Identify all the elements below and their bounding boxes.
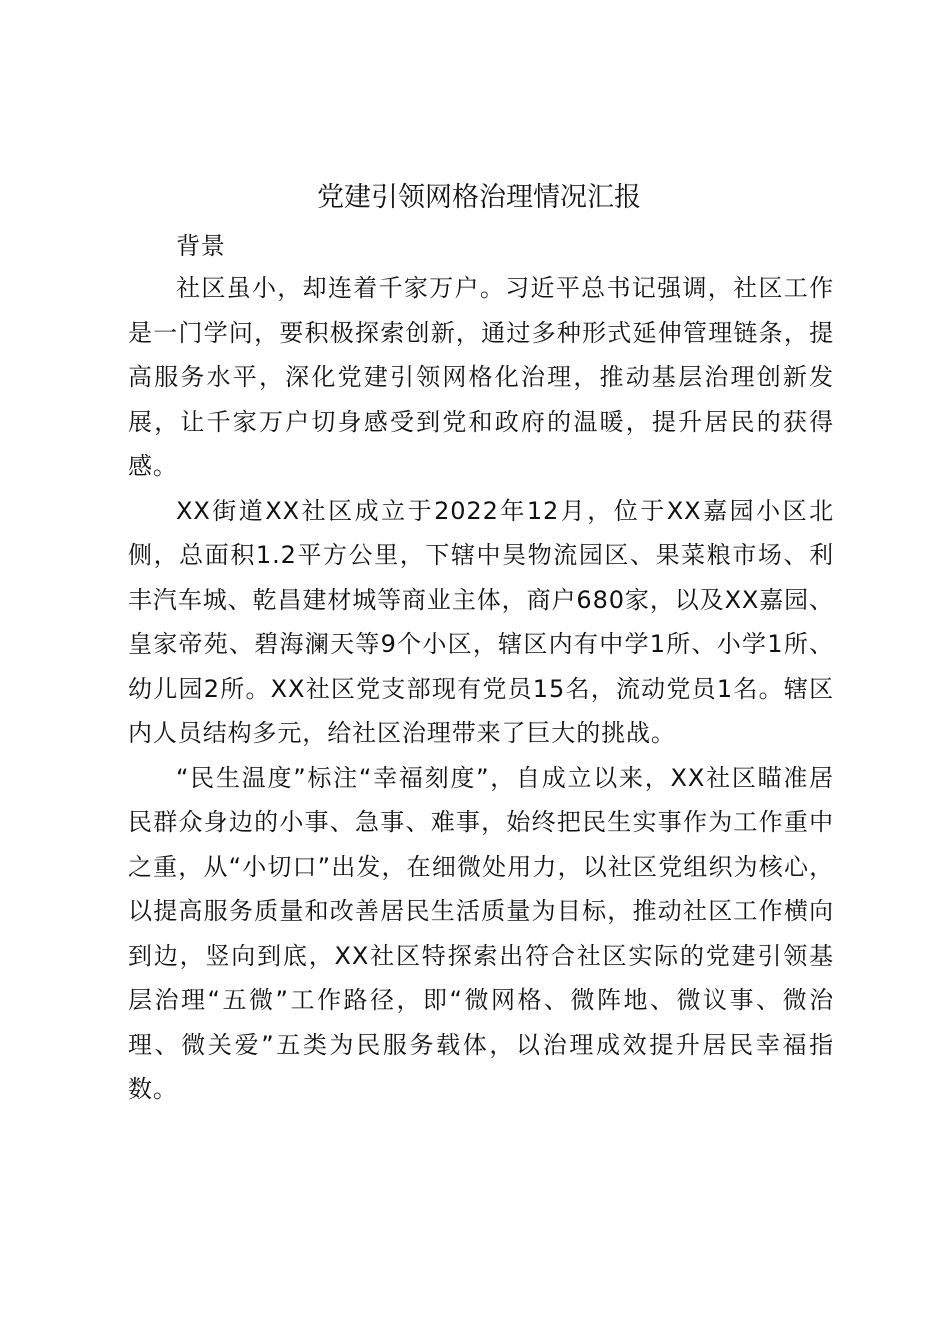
paragraph-work-path: “民生温度”标注“幸福刻度”，自成立以来，XX社区瞄准居民群众身边的小事、急事、难事，始终把民生实事作为工作重中之重，从“小切口”出发，在细微处用力，以社区党组织为核心，以提高服务质量和改善居民生活质量为目标，推动社区工作横向到边，竖向到底，XX社区特探索出符合社区实际的党建引领基层治理“五微”工作路径，即“微网格、微阵地、微议事、微治理、微关爱”五类为民服务载体，以治理成效提升居民幸福指数。 — [128, 763, 834, 1103]
paragraph-community-profile: XX街道XX社区成立于2022年12月，位于XX嘉园小区北侧，总面积1.2平方公里，下辖中昊物流园区、果菜粮市场、利丰汽车城、乾昌建材城等商业主体，商户680家，以及XX嘉园、皇家帝苑、碧海澜天等9个小区，辖区内有中学1所、小学1所、幼儿园2所。XX社区党支部现有党员15名，流动党员1名。辖区内人员结构多元，给社区治理带来了巨大的挑战。 — [128, 496, 834, 747]
paragraph-intro: 社区虽小，却连着千家万户。习近平总书记强调，社区工作是一门学问，要积极探索创新，通过多种形式延伸管理链条，提高服务水平，深化党建引领网格化治理，推动基层治理创新发展，让千家万户切身感受到党和政府的温暖，提升居民的获得感。 — [128, 274, 834, 480]
section-heading: 背景 — [176, 232, 226, 260]
document-title: 党建引领网格治理情况汇报 — [317, 182, 641, 213]
document-body — [128, 226, 834, 1112]
